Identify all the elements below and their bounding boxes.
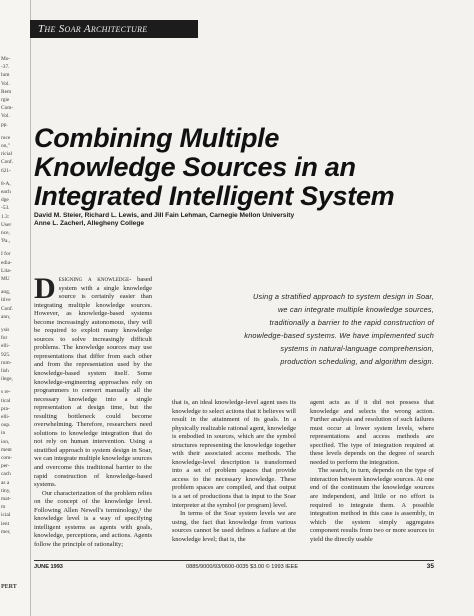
copyright-line: 0885/9000/93/0600-0035 $3.00 © 1993 IEEE bbox=[186, 564, 299, 570]
margin-text-fragment: I for bbox=[1, 251, 11, 258]
margin-text-fragment: mer, bbox=[1, 528, 11, 535]
margin-text-fragment: ang, bbox=[1, 289, 11, 296]
authors-line-1: David M. Steier, Richard L. Lewis, and Jill Fain Lehman, Carnegie Mellon University bbox=[34, 212, 295, 219]
margin-text-fragment: User bbox=[1, 221, 12, 228]
pull-quote-line: Using a stratified approach to system design in Soar, bbox=[253, 292, 434, 301]
margin-text-fragment: ment bbox=[1, 446, 12, 453]
margin-text-fragment: Rem bbox=[1, 88, 12, 95]
lead-in: esigning a knowledge- bbox=[58, 276, 132, 283]
margin-text-fragment: for bbox=[1, 335, 8, 342]
margin-text-fragment: Com- bbox=[1, 105, 14, 112]
body-column-2 bbox=[172, 399, 296, 544]
adjacent-page-margin bbox=[0, 0, 31, 616]
body-paragraph: Our characterization of the problem relies on the concept of the knowledge level. Following Allen Newell's terminology,¹ the knowledge level is a way of specifying intelligent systems as agents with goals, knowledge, perceptions, and actions. Agents follow the principle of rationality; bbox=[34, 489, 152, 548]
authors-line-2: Anne L. Zacherl, Allegheny College bbox=[34, 220, 145, 228]
margin-text-fragment: Lita- bbox=[1, 267, 12, 274]
body-paragraph: agent acts as if it did not possess that knowledge and selects the wrong action. Further analysis and resolution of such failures must occur at lower system levels, where representations and access methods are specified. The type of integration required at these levels depends on the degree of search needed to perform the integration. bbox=[310, 399, 434, 466]
page-number: 35 bbox=[426, 563, 434, 570]
margin-text-fragment: Mo- bbox=[1, 56, 11, 62]
margin-text-fragment: lum bbox=[1, 72, 10, 79]
margin-text-fragment: Conf. bbox=[1, 305, 14, 312]
margin-text-fragment: pp. bbox=[1, 121, 8, 128]
margin-text-fragment: itive bbox=[1, 297, 11, 304]
pull-quote-line: we can integrate multiple knowledge sources, bbox=[277, 305, 434, 314]
margin-text-fragment: MU bbox=[1, 276, 10, 282]
margin-text-fragment: -37. bbox=[1, 64, 10, 71]
margin-text-fragment: PERT bbox=[1, 584, 17, 590]
margin-text-fragment: Vol. bbox=[1, 80, 10, 87]
margin-text-fragment: 8-A, bbox=[1, 180, 11, 187]
margin-text-fragment: tical bbox=[1, 397, 11, 404]
margin-text-fragment: pra- bbox=[1, 405, 10, 412]
margin-text-fragment: icial bbox=[1, 512, 11, 519]
body-paragraph: In terms of the Soar system levels we are using, the fact that knowledge from various sources cannot be used defines a failure at the knowledge level; that is, the bbox=[172, 510, 296, 543]
margin-text-fragment: edia- bbox=[1, 259, 12, 266]
margin-text-fragment: lish bbox=[1, 368, 9, 374]
author-list bbox=[34, 212, 434, 228]
margin-text-fragment: as a bbox=[1, 479, 10, 486]
margin-text-fragment: s re- bbox=[1, 389, 11, 396]
article-title bbox=[34, 124, 414, 211]
margin-text-fragment: m bbox=[1, 504, 6, 511]
margin-text-fragment: ricial bbox=[1, 151, 13, 158]
issue-date: JUNE 1993 bbox=[34, 564, 63, 570]
margin-text-fragment: rum- bbox=[1, 359, 12, 366]
paragraph-text: based system with a single knowledge source is certainly easier than integrating multiple knowledge sources. However, as knowledge-based systems become increasingly autonomous, they will be required to exploit many knowledge sources to solve increasingly difficult problems. The knowledge sources may use representations that differ from each other and from the representation used by the knowledge-based system itself. Some knowledge-engineering approaches rely on programmers to convert manually all the necessary knowledge into a single representation at design time, but the resulting bottleneck could become overwhelming. Therefore, researchers need solutions to knowledge integration that do not rely on human intervention. Using a stratified approach to system design in Soar, we can integrate multiple knowledge sources and overcome this traditional barrier to the rapid construction of knowledge-based systems. bbox=[34, 276, 153, 489]
title-line-2: Knowledge Sources in an bbox=[34, 152, 356, 182]
pull-quote-line: production scheduling, and algorithm design. bbox=[280, 357, 434, 366]
body-paragraph bbox=[34, 272, 153, 490]
title-line-3: Integrated Intelligent System bbox=[34, 181, 395, 211]
margin-text-fragment: ysis bbox=[1, 327, 10, 333]
margin-text-fragment: each bbox=[1, 189, 11, 195]
margin-text-fragment: Conf. bbox=[1, 159, 14, 166]
margin-text-fragment: mat- bbox=[1, 496, 11, 502]
margin-text-fragment: elli- bbox=[1, 414, 10, 420]
margin-text-fragment: per- bbox=[1, 463, 10, 470]
pull-quote-line: knowledge-based systems. We have implemented such bbox=[244, 331, 434, 340]
margin-text-fragment: 1.3: bbox=[1, 213, 10, 220]
margin-text-fragment: dge bbox=[1, 197, 9, 204]
margin-text-fragment: elli- bbox=[1, 343, 10, 350]
body-column-1 bbox=[34, 272, 153, 550]
margin-text-fragment: com- bbox=[1, 455, 13, 461]
margin-text-fragment: oup. bbox=[1, 422, 11, 429]
margin-text-fragment: cach bbox=[1, 471, 11, 478]
margin-text-fragment: ient bbox=[1, 520, 10, 527]
pull-quote-line: systems in natural-language comprehension, bbox=[280, 344, 434, 353]
section-label: The Soar Architecture bbox=[38, 23, 148, 35]
margin-text-fragment: ruce bbox=[1, 134, 11, 141]
body-paragraph: that is, an ideal knowledge-level agent uses its knowledge to select actions that it believes will result in the attainment of its goals. In a physically realizable rational agent, knowledge is embodied in sources, which are the symbol structures representing the knowledge together with their associated access methods. The knowledge-level description is transformed into a set of problem spaces that provide access to the necessary knowledge. These problem spaces are compiled, and that output is a set of productions that is input to the Soar interpreter at the symbol (or program) level. bbox=[172, 399, 296, 509]
pull-quote-line: traditionally a barrier to the rapid construction of bbox=[269, 318, 434, 327]
margin-text-fragment: 'Pa., bbox=[1, 238, 11, 245]
body-paragraph: The search, in turn, depends on the type of interaction between knowledge sources. At one end of the continuum the knowledge sources are independent, and little or no effort is required to integrate them. A possible integration method in this case is assembly, in which the system simply aggregates component results from two or more sources to yield the directly usable bbox=[310, 467, 434, 543]
margin-text-fragment: ion, bbox=[1, 438, 10, 445]
margin-text-fragment: Vol. bbox=[1, 113, 10, 120]
margin-text-fragment: tiny, bbox=[1, 487, 11, 494]
margin-text-fragment: ilege, bbox=[1, 376, 13, 383]
section-header-bar bbox=[30, 20, 198, 38]
body-column-3 bbox=[310, 399, 434, 544]
margin-text-fragment: 621- bbox=[1, 167, 11, 174]
margin-text-fragment: in bbox=[1, 430, 6, 437]
margin-text-fragment: -53. bbox=[1, 205, 10, 212]
margin-text-fragment: on," bbox=[1, 143, 10, 149]
title-line-1: Combining Multiple bbox=[34, 123, 280, 153]
drop-cap: D bbox=[34, 272, 56, 305]
pull-quote bbox=[178, 290, 434, 368]
margin-text-fragment: rgie bbox=[1, 97, 10, 103]
page-footer bbox=[34, 560, 434, 571]
margin-text-fragment: ann, bbox=[1, 313, 11, 320]
margin-text-fragment: 925. bbox=[1, 351, 11, 358]
margin-text-fragment: nce, bbox=[1, 230, 10, 236]
